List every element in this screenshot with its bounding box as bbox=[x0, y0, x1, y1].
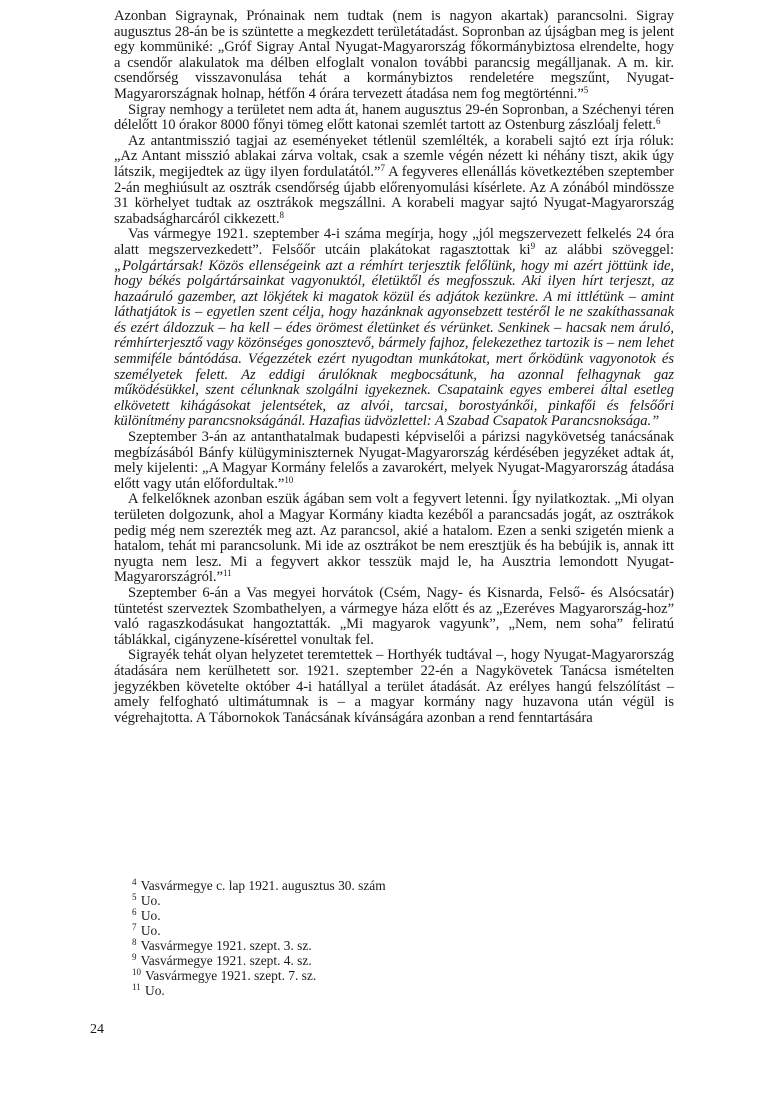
paragraph-p6 bbox=[114, 492, 674, 586]
footnote-item bbox=[132, 968, 532, 983]
footnote-item bbox=[132, 953, 532, 968]
paragraph-p1 bbox=[114, 9, 674, 103]
paragraph-p7 bbox=[114, 586, 674, 648]
quoted-poster-text: „Polgártársak! Közös ellenségeink azt a rémhírt terjesztik felőlünk, hogy mi azért jöttünk ide, hogy békés polgártársainkat vagyonuktól, életüktől és megfosszuk. Aki ilyen hírt terjeszt, az hazaáruló gazember, azt lökjétek ki magatok közül és adjátok kezünkre. A mi ittlétünk – amint láthatjátok is – egyetlen szent célja, hogy hazánknak agyonsebzett testéről le ne szakíthassanak és ezért áldozzuk – ha kell – édes örömest életünket és vérünket. Senkinek – hacsak nem áruló, rémhírterjesztő vagy közönséges gonosztevő, bármely fajhoz, felekezethez tartozik is – nem lehet semmiféle bántódása. Végezzétek ezért nyugodtan munkátokat, mert őrködünk vagyonotok és személyetek felett. Az eddigi árulóknak megbocsátunk, ha azonnal felhagynak gaz működésükkel, szent célunknak szolgálni igyekeznek. Csapataink egyes emberei által esetleg elkövetett kihágásokat jelentsétek, az alvói, tarcsai, borostyánkői, pinkafői és felsőőri különítmény parancsnokságánál. Hazafias üdvözlettel: A Szabad Csapatok Parancsnoksága.” bbox=[114, 257, 674, 430]
footnote-text: Vasvármegye 1921. szept. 3. sz. bbox=[140, 938, 312, 953]
footnote-text: Uo. bbox=[145, 983, 165, 998]
page-number: 24 bbox=[90, 1022, 104, 1037]
paragraph-p4 bbox=[114, 227, 674, 430]
footnote-reference: 5 bbox=[583, 84, 589, 95]
footnote-number: 5 bbox=[132, 892, 137, 902]
footnote-item bbox=[132, 938, 532, 953]
text-run: Szeptember 3-án az antanthatalmak budapesti képviselői a párizsi nagykövetség tanácsának megbízásából Bánfy külügyminiszternek Nyugat-Magyarország kérdésében jegyzéket adtak át, mely kijelenti: „A Magyar Kormány felelős a zavarokért, melyek Nyugat-Magyarország átadása előtt vagy után előfordultak.” bbox=[114, 429, 674, 492]
text-run: Az antantmisszió tagjai az eseményeket tétlenül szemlélték, a korabeli sajtó ezt írja róluk: „Az Antant misszió ablakai zárva voltak, csak a szemle végén nézett ki néhány tiszt, akik úgy látszik, megijedtek az ügy ilyen fordulatától.” bbox=[114, 132, 674, 180]
footnote-reference: 11 bbox=[222, 568, 232, 579]
footnote-reference: 6 bbox=[656, 116, 661, 127]
main-text-body bbox=[114, 9, 674, 726]
text-run: A felkelőknek azonban eszük ágában sem volt a fegyvert letenni. Így nyilatkoztak. „Mi olyan területen dolgozunk, ahol a Magyar Kormány kiadta kezéből a parancsadás jogát, az osztrákok pedig még nem szerezték meg azt. Az parancsol, akié a hatalom. Ezen a senki szigetén mienk a hatalom, tehát mi parancsolunk. Mi ide az osztrákot be nem eresztjük és ha bebújik is, annak itt nyugta nem lesz. Mi a fegyvert akkor tesszük majd le, ha Ausztria lemondott Nyugat-Magyarországról.” bbox=[114, 491, 674, 586]
footnote-item bbox=[132, 908, 532, 923]
footnote-text: Vasvármegye c. lap 1921. augusztus 30. szám bbox=[140, 878, 386, 893]
text-run: Sigrayék tehát olyan helyzetet teremtettek – Horthyék tudtával –, hogy Nyugat-Magyarország átadására nem kerülhetett sor. 1921. szeptember 22-én a Nagykövetek Tanácsa ismételten jegyzékben követelte október 4-i hatállyal a terület átadását. Az erélyes hangú felszólítást – amely felfogható ultimátumnak is – a magyar kormány nagy huzavona után végül is végrehajtotta. A Tábornokok Tanácsának kívánságára azonban a rend fenntartására bbox=[114, 647, 674, 726]
text-run: Azonban Sigraynak, Prónainak nem tudtak (nem is nagyon akartak) parancsolni. Sigray augusztus 28-án be is szüntette a megkezdett területátadást. Sopronban az újságban meg is jelent egy kommüniké: „Gróf Sigray Antal Nyugat-Magyarország főkormánybiztosa elrendelte, hogy a csendőr alakulatok ma délben elfoglalt vonalon további parancsig megálljanak. A m. kir. csendőrség visszavonulása tehát a kormánybiztos rendeletére megszűnt, Nyugat-Magyarországnak holnap, hétfőn 4 órára tervezett átadása nem fog megtörténni.” bbox=[114, 8, 674, 102]
text-run: az alábbi szöveggel: bbox=[535, 241, 674, 258]
paragraph-p8 bbox=[114, 648, 674, 726]
footnote-number: 10 bbox=[132, 967, 141, 977]
footnote-reference: 9 bbox=[530, 240, 536, 251]
footnote-text: Uo. bbox=[140, 893, 161, 908]
footnote-number: 7 bbox=[132, 922, 137, 932]
paragraph-p2 bbox=[114, 103, 674, 134]
paragraph-p3 bbox=[114, 134, 674, 228]
footnote-reference: 8 bbox=[279, 209, 284, 220]
footnote-number: 9 bbox=[132, 952, 137, 962]
footnote-reference: 10 bbox=[284, 474, 294, 485]
text-run: A fegyveres ellenállás következtében szeptember 2-án meghiúsult az osztrák csendőrség újabb előrenyomulási kísérlete. Az A zónából mindössze 31 körhelyet tudtak az osztrákok megszállni. A korabeli magyar sajtó Nyugat-Magyarország szabadságharcáról cikkezett. bbox=[114, 163, 674, 227]
footnotes-list bbox=[132, 878, 532, 998]
footnote-number: 4 bbox=[132, 877, 137, 887]
text-run: Sigray nemhogy a területet nem adta át, hanem augusztus 29-én Sopronban, a Széchenyi téren délelőtt 10 órakor 8000 főnyi tömeg előtt katonai szemlét tartott az Ostenburg zászlóalj felett. bbox=[114, 101, 674, 134]
footnote-item bbox=[132, 983, 532, 998]
footnote-item bbox=[132, 923, 532, 938]
footnote-number: 8 bbox=[132, 937, 137, 947]
text-run: Szeptember 6-án a Vas megyei horvátok (Csém, Nagy- és Kisnarda, Felső- és Alsócsatár) tüntetést szerveztek Szombathelyen, a vármegye háza előtt és az „Ezeréves Magyarország-hoz” való ragaszkodásukat hangoztatták. „Mi magyarok vagyunk”, „Nem, nem soha” feliratú táblákkal, cigányzene-kísérettel vonultak fel. bbox=[114, 584, 674, 648]
footnote-item bbox=[132, 893, 532, 908]
footnote-text: Vasvármegye 1921. szept. 7. sz. bbox=[145, 968, 317, 983]
footnote-item bbox=[132, 878, 532, 893]
paragraph-p5 bbox=[114, 430, 674, 492]
footnote-number: 6 bbox=[132, 907, 137, 917]
footnote-text: Uo. bbox=[140, 923, 161, 938]
footnote-text: Uo. bbox=[140, 908, 161, 923]
footnote-text: Vasvármegye 1921. szept. 4. sz. bbox=[140, 953, 312, 968]
footnote-reference: 7 bbox=[380, 162, 385, 173]
text-run: Vas vármegye 1921. szeptember 4-i száma megírja, hogy „jól megszervezett felkelés 24 óra alatt megszervezkedett”. Felsőőr utcáin plakátokat ragasztottak ki bbox=[114, 226, 674, 258]
footnote-number: 11 bbox=[132, 982, 141, 992]
